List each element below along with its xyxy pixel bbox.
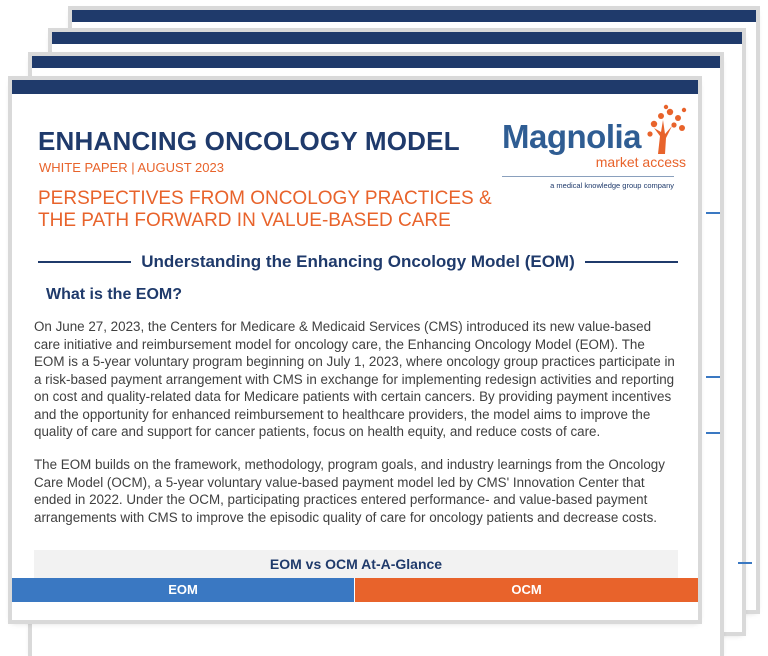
logo-wordmark: Magnolia	[502, 118, 642, 155]
edge-rule-mark	[706, 432, 720, 434]
document-subtitle: WHITE PAPER | AUGUST 2023	[39, 160, 224, 175]
column-header-eom: EOM	[12, 578, 354, 602]
heading-rule-left	[38, 261, 131, 263]
headline-line-1: PERSPECTIVES FROM ONCOLOGY PRACTICES &	[38, 188, 492, 209]
document-title: ENHANCING ONCOLOGY MODEL	[38, 126, 460, 156]
body-paragraph-2: The EOM builds on the framework, methodology, program goals, and industry learnings from the Oncology Care Model (OCM), a 5-year voluntary value-based payment model led by CMS' Innovation Center that ended in 2022. Under the OCM, participating practices entered performance- and value-based payment arrangements with CMS to improve the episodic quality of care for oncology patients and decrease costs.	[34, 457, 665, 525]
page-header-bar	[12, 80, 698, 94]
document-headline	[38, 188, 518, 232]
column-header-ocm: OCM	[355, 578, 698, 602]
question-heading: What is the EOM?	[46, 286, 182, 303]
glance-title: EOM vs OCM At-A-Glance	[34, 550, 678, 578]
magnolia-tree-icon	[644, 104, 688, 154]
headline-line-2: THE PATH FORWARD IN VALUE-BASED CARE	[38, 210, 451, 231]
logo-tagline: a medical knowledge group company	[502, 176, 674, 190]
page-header-bar	[32, 56, 720, 68]
body-paragraph-1: On June 27, 2023, the Centers for Medicare & Medicaid Services (CMS) introduced its new value-based care initiative and reimbursement model for oncology care, the Enhancing Oncology Model (EOM). The EOM is a 5-year voluntary program beginning on July 1, 2023, where oncology group practices participate in a risk-based payment arrangement with CMS in exchange for implementing redesign activities and reporting on cost and quality-related data for Medicare patients with certain cancers. By providing payment incentives and the opportunity for enhanced reimbursement to healthcare providers, the model aims to improve the quality of care and support for cancer patients, focus on health equity, and reduce costs of care.	[34, 319, 675, 439]
company-logo	[502, 104, 692, 194]
page-header-bar	[52, 32, 742, 44]
edge-rule-mark	[706, 212, 720, 214]
front-page	[12, 80, 698, 620]
page-header-bar	[72, 10, 756, 22]
edge-rule-mark	[706, 376, 720, 378]
section-heading-text: Understanding the Enhancing Oncology Model (EOM)	[141, 252, 575, 271]
section-heading	[38, 250, 678, 274]
edge-rule-mark	[738, 562, 752, 564]
heading-rule-right	[585, 261, 678, 263]
logo-subline: market access	[595, 154, 686, 170]
